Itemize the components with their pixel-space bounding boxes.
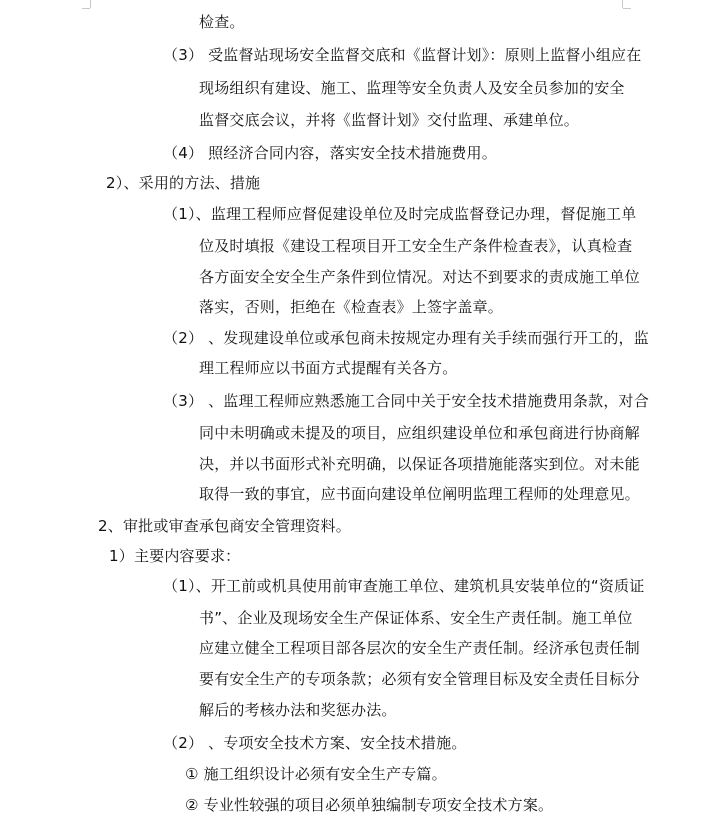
crop-mark-top-right-v bbox=[622, 0, 623, 8]
text-line: 各方面安全安全生产条件到位情况。对达不到要求的责成施工单位 bbox=[199, 268, 640, 286]
text-line: 解后的考核办法和奖惩办法。 bbox=[199, 701, 397, 719]
text-line: 检查。 bbox=[199, 13, 245, 31]
text-line: （4） 照经济合同内容，落实安全技术措施费用。 bbox=[163, 144, 497, 162]
text-line: 同中未明确或未提及的项目，应组织建设单位和承包商进行协商解 bbox=[199, 424, 640, 442]
text-line: 要有安全生产的专项条款；必须有安全管理目标及安全责任目标分 bbox=[199, 670, 640, 688]
text-line: （3） 受监督站现场安全监督交底和《监督计划》：原则上监督小组应在 bbox=[163, 46, 642, 64]
text-line: 落实，否则，拒绝在《检查表》上签字盖章。 bbox=[199, 298, 504, 316]
text-line: 书”、企业及现场安全生产保证体系、安全生产责任制。施工单位 bbox=[199, 609, 633, 627]
text-line: 监督交底会议，并将《监督计划》交付监理、承建单位。 bbox=[199, 111, 580, 129]
text-line: 取得一致的事宜，应书面向建设单位阐明监理工程师的处理意见。 bbox=[199, 485, 640, 503]
crop-mark-top-left-h bbox=[82, 8, 90, 9]
crop-mark-top-left-v bbox=[90, 0, 91, 8]
text-line: 理工程师应以书面方式提醒有关各方。 bbox=[199, 359, 458, 377]
text-line: 2、审批或审查承包商安全管理资料。 bbox=[98, 517, 351, 535]
crop-mark-top-right-h bbox=[623, 8, 631, 9]
text-line: 2）、采用的方法、措施 bbox=[106, 174, 261, 192]
text-line: （3） 、监理工程师应熟悉施工合同中关于安全技术措施费用条款，对合 bbox=[163, 392, 649, 410]
text-line: （1）、开工前或机具使用前审查施工单位、建筑机具安装单位的“资质证 bbox=[163, 577, 645, 595]
text-line: 1）主要内容要求： bbox=[109, 547, 241, 565]
text-line: （2） 、专项安全技术方案、安全技术措施。 bbox=[163, 734, 467, 752]
text-line: （1）、监理工程师应督促建设单位及时完成监督登记办理，督促施工单 bbox=[163, 205, 637, 223]
text-line: （2） 、发现建设单位或承包商未按规定办理有关手续而强行开工的，监 bbox=[163, 329, 649, 347]
text-line: 决，并以书面形式补充明确，以保证各项措施能落实到位。对未能 bbox=[199, 455, 640, 473]
text-line: 位及时填报《建设工程项目开工安全生产条件检查表》，认真检查 bbox=[199, 237, 633, 255]
text-line: ① 施工组织设计必须有安全生产专篇。 bbox=[185, 765, 447, 783]
text-line: 应建立健全工程项目部各层次的安全生产责任制。经济承包责任制 bbox=[199, 639, 640, 657]
text-line: 现场组织有建设、施工、监理等安全负责人及安全员参加的安全 bbox=[199, 79, 625, 97]
text-line: ② 专业性较强的项目必须单独编制专项安全技术方案。 bbox=[185, 796, 554, 814]
